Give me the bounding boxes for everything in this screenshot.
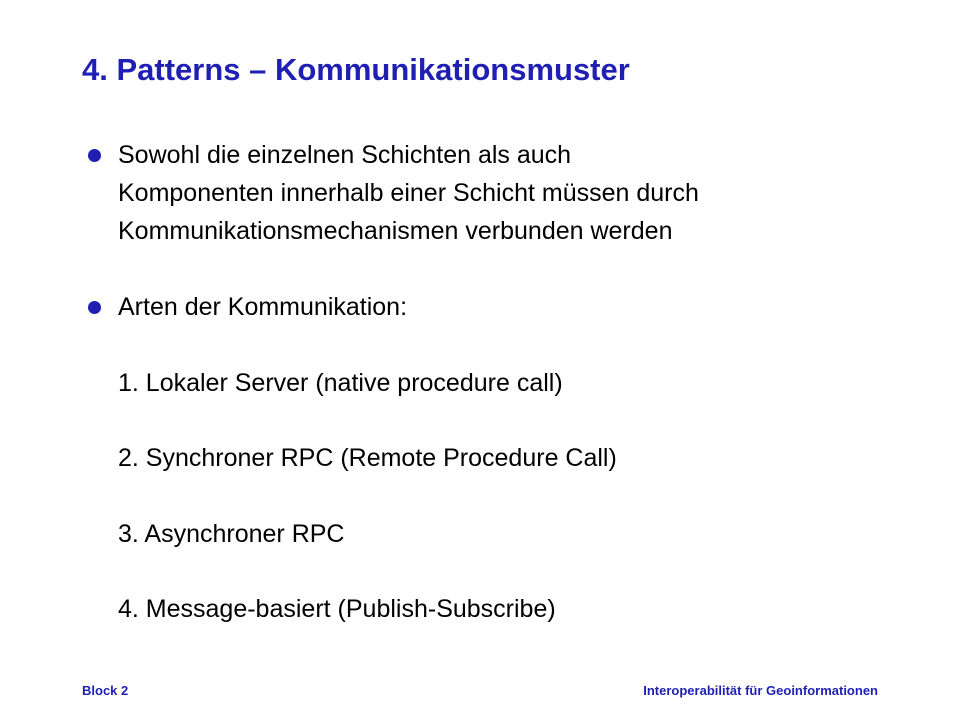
list-item: 4. Message-basiert (Publish-Subscribe) (118, 595, 556, 623)
list-item: 1. Lokaler Server (native procedure call) (118, 369, 563, 397)
bullet-dot-icon (88, 149, 101, 162)
bullet-line: Sowohl die einzelnen Schichten als auch (118, 141, 572, 169)
slide-title: 4. Patterns – Kommunikationsmuster (82, 52, 630, 87)
bullet-line: Kommunikationsmechanismen verbunden werden (118, 217, 673, 245)
bullet-dot-icon (88, 301, 101, 314)
list-item: 2. Synchroner RPC (Remote Procedure Call) (118, 444, 617, 472)
footer-block-label: Block 2 (82, 683, 129, 698)
bullet-line: Arten der Kommunikation: (118, 293, 408, 321)
bullet-line: Komponenten innerhalb einer Schicht müssen durch (118, 179, 699, 207)
footer-course-title: Interoperabilität für Geoinformationen (643, 683, 878, 698)
list-item: 3. Asynchroner RPC (118, 520, 345, 548)
